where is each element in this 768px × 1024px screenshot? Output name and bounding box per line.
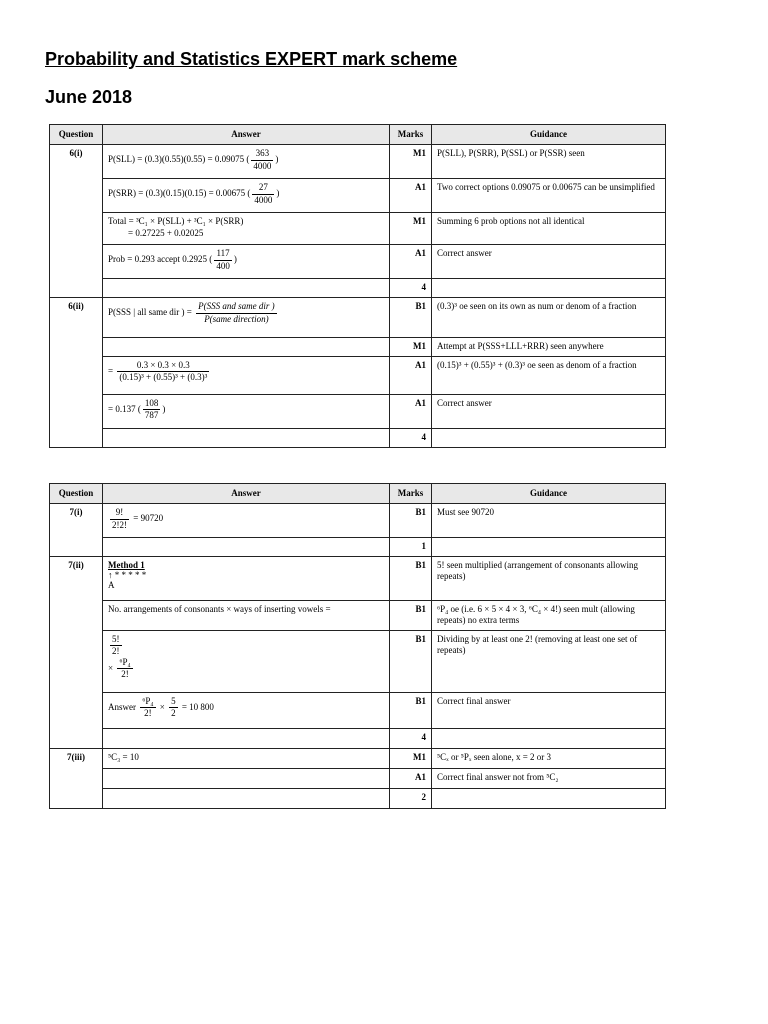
- guidance-cell: Must see 90720: [432, 504, 666, 538]
- mark-code: A1: [390, 356, 432, 394]
- answer-cell: [103, 338, 390, 356]
- answer-cell: [103, 692, 390, 728]
- mark-code: M1: [390, 338, 432, 356]
- table-row: [50, 768, 666, 788]
- mark-code: B1: [390, 630, 432, 692]
- guidance-cell: ⁶P₄ oe (i.e. 6 × 5 × 4 × 3, ⁶C₄ × 4!) seen mult (allowing repeats) no extra terms: [432, 600, 666, 630]
- answer-cell: [103, 556, 390, 600]
- guidance-cell: [432, 728, 666, 748]
- header-question: Question: [50, 125, 103, 145]
- answer-text: Answer: [108, 701, 136, 712]
- mark-code: M1: [390, 145, 432, 179]
- mark-code: M1: [390, 213, 432, 245]
- denominator: 4000: [253, 160, 272, 171]
- table-row: [50, 298, 666, 338]
- mark-code: A1: [390, 179, 432, 213]
- answer-text: P(SSS | all same dir ) =: [108, 307, 192, 318]
- guidance-cell: (0.15)³ + (0.55)³ + (0.3)³ oe seen as denom of a fraction: [432, 356, 666, 394]
- answer-cell: [103, 245, 390, 279]
- answer-cell: [103, 145, 390, 179]
- answer-text: Total = ³C₁ × P(SLL) + ³C₁ × P(SRR): [108, 216, 244, 227]
- table-row: [50, 394, 666, 428]
- insert-arrow-icon: [108, 571, 384, 580]
- total-row: [50, 538, 666, 556]
- table-row: [50, 338, 666, 356]
- answer-text: A: [108, 579, 115, 590]
- mark-code: A1: [390, 768, 432, 788]
- stars-text: * * * * *: [114, 569, 147, 580]
- answer-cell: [103, 356, 390, 394]
- denominator: 2!: [144, 707, 152, 718]
- table-row: [50, 748, 666, 768]
- answer-cell: [103, 788, 390, 808]
- fraction: [196, 301, 277, 325]
- header-guidance: Guidance: [432, 125, 666, 145]
- total-row: [50, 279, 666, 298]
- document-subtitle: June 2018: [45, 87, 133, 107]
- denominator: 4000: [254, 194, 273, 205]
- answer-text: ): [233, 254, 237, 265]
- answer-text: Prob = 0.293 accept 0.2925 (: [108, 254, 213, 265]
- guidance-cell: Correct final answer not from ⁵C₂: [432, 768, 666, 788]
- arrow-glyph: ↑: [108, 569, 113, 580]
- table-row: [50, 213, 666, 245]
- numerator: 108: [143, 398, 161, 410]
- guidance-cell: 5! seen multiplied (arrangement of consonants allowing repeats): [432, 556, 666, 600]
- denominator: 2: [171, 707, 176, 718]
- table-row: [50, 245, 666, 279]
- answer-text: ): [162, 403, 166, 414]
- answer-cell: [103, 504, 390, 538]
- numerator: ⁶P₄: [140, 696, 155, 708]
- guidance-cell: ⁵Cₓ or ⁵Pₓ seen alone, x = 2 or 3: [432, 748, 666, 768]
- table-row: [50, 692, 666, 728]
- denominator: 787: [144, 409, 159, 420]
- fraction: [140, 696, 155, 720]
- header-answer: Answer: [103, 125, 390, 145]
- header-marks: Marks: [390, 125, 432, 145]
- total-marks: 2: [390, 788, 432, 808]
- question-number: 6(ii): [50, 298, 103, 447]
- guidance-cell: Two correct options 0.09075 or 0.00675 can be unsimplified: [432, 179, 666, 213]
- guidance-cell: Correct answer: [432, 394, 666, 428]
- question-number: 6(i): [50, 145, 103, 298]
- numerator: 117: [214, 248, 232, 260]
- guidance-cell: [432, 788, 666, 808]
- guidance-cell: Dividing by at least one 2! (removing at least one set of repeats): [432, 630, 666, 692]
- answer-text: ×: [108, 662, 114, 673]
- fraction: [251, 148, 273, 172]
- table-header-row: [50, 125, 666, 145]
- answer-cell: [103, 213, 390, 245]
- header-question: Question: [50, 484, 103, 504]
- table-header-row: [50, 484, 666, 504]
- answer-cell: [103, 538, 390, 556]
- answer-cell: [103, 179, 390, 213]
- numerator: P(SSS and same dir ): [196, 301, 277, 313]
- table-row: [50, 356, 666, 394]
- header-marks: Marks: [390, 484, 432, 504]
- table-row: [50, 504, 666, 538]
- answer-text: =: [108, 365, 114, 376]
- total-marks: 4: [390, 728, 432, 748]
- answer-text: ): [275, 154, 279, 165]
- fraction: [110, 507, 129, 531]
- mark-scheme-table-q6: [49, 124, 666, 448]
- answer-cell: [103, 298, 390, 338]
- guidance-cell: [432, 428, 666, 447]
- numerator: 5!: [110, 634, 122, 646]
- guidance-cell: Correct final answer: [432, 692, 666, 728]
- fraction: [169, 696, 178, 720]
- document-title: Probability and Statistics EXPERT mark scheme: [45, 49, 458, 69]
- total-row: [50, 428, 666, 447]
- fraction: [252, 182, 274, 206]
- guidance-cell: [432, 538, 666, 556]
- mark-code: B1: [390, 556, 432, 600]
- table-row: [50, 179, 666, 213]
- guidance-cell: (0.3)³ oe seen on its own as num or denom of a fraction: [432, 298, 666, 338]
- denominator: (0.15)³ + (0.55)³ + (0.3)³: [119, 371, 208, 382]
- table-row: [50, 556, 666, 600]
- answer-text: ×: [159, 701, 165, 712]
- mark-code: B1: [390, 298, 432, 338]
- table-row: [50, 145, 666, 179]
- mark-code: M1: [390, 748, 432, 768]
- table-row: [50, 630, 666, 692]
- denominator: 2!: [112, 645, 120, 656]
- total-marks: 1: [390, 538, 432, 556]
- answer-text: ): [276, 188, 280, 199]
- question-number: 7(iii): [50, 748, 103, 808]
- answer-cell: [103, 279, 390, 298]
- answer-text: P(SLL) = (0.3)(0.55)(0.55) = 0.09075 (: [108, 154, 250, 165]
- mark-code: B1: [390, 504, 432, 538]
- answer-cell: [103, 630, 390, 692]
- answer-text: = 0.27225 + 0.02025: [128, 227, 204, 238]
- fraction: [117, 657, 132, 681]
- answer-text: = 0.137 (: [108, 403, 141, 414]
- header-answer: Answer: [103, 484, 390, 504]
- method-heading: Method 1: [108, 559, 145, 570]
- mark-code: A1: [390, 394, 432, 428]
- answer-cell: [103, 428, 390, 447]
- fraction: [117, 360, 209, 384]
- answer-text: = 90720: [133, 513, 164, 524]
- numerator: 9!: [110, 507, 129, 519]
- mark-code: A1: [390, 245, 432, 279]
- answer-cell: [103, 768, 390, 788]
- guidance-cell: [432, 279, 666, 298]
- numerator: 0.3 × 0.3 × 0.3: [117, 360, 209, 372]
- guidance-cell: Attempt at P(SSS+LLL+RRR) seen anywhere: [432, 338, 666, 356]
- answer-cell: [103, 394, 390, 428]
- mark-code: B1: [390, 600, 432, 630]
- fraction: [214, 248, 232, 272]
- guidance-cell: Correct answer: [432, 245, 666, 279]
- denominator: 2!: [121, 669, 129, 680]
- mark-code: B1: [390, 692, 432, 728]
- header-guidance: Guidance: [432, 484, 666, 504]
- answer-text: = 10 800: [181, 701, 214, 712]
- answer-text: P(SRR) = (0.3)(0.15)(0.15) = 0.00675 (: [108, 188, 251, 199]
- denominator: P(same direction): [204, 313, 269, 324]
- numerator: 5: [169, 696, 178, 708]
- question-number: 7(i): [50, 504, 103, 556]
- total-row: [50, 788, 666, 808]
- fraction: [110, 634, 122, 658]
- numerator: ⁶P₄: [117, 657, 132, 669]
- answer-cell: ⁵C₃ = 10: [103, 748, 390, 768]
- answer-cell: [103, 728, 390, 748]
- numerator: 27: [252, 182, 274, 194]
- guidance-cell: P(SLL), P(SRR), P(SSL) or P(SSR) seen: [432, 145, 666, 179]
- total-marks: 4: [390, 428, 432, 447]
- denominator: 400: [216, 260, 230, 271]
- table-row: [50, 600, 666, 630]
- denominator: 2!2!: [112, 519, 127, 530]
- mark-scheme-table-q7: [49, 483, 666, 809]
- answer-cell: No. arrangements of consonants × ways of inserting vowels =: [103, 600, 390, 630]
- fraction: [143, 398, 161, 422]
- guidance-cell: Summing 6 prob options not all identical: [432, 213, 666, 245]
- total-row: [50, 728, 666, 748]
- numerator: 363: [251, 148, 273, 160]
- question-number: 7(ii): [50, 556, 103, 748]
- total-marks: 4: [390, 279, 432, 298]
